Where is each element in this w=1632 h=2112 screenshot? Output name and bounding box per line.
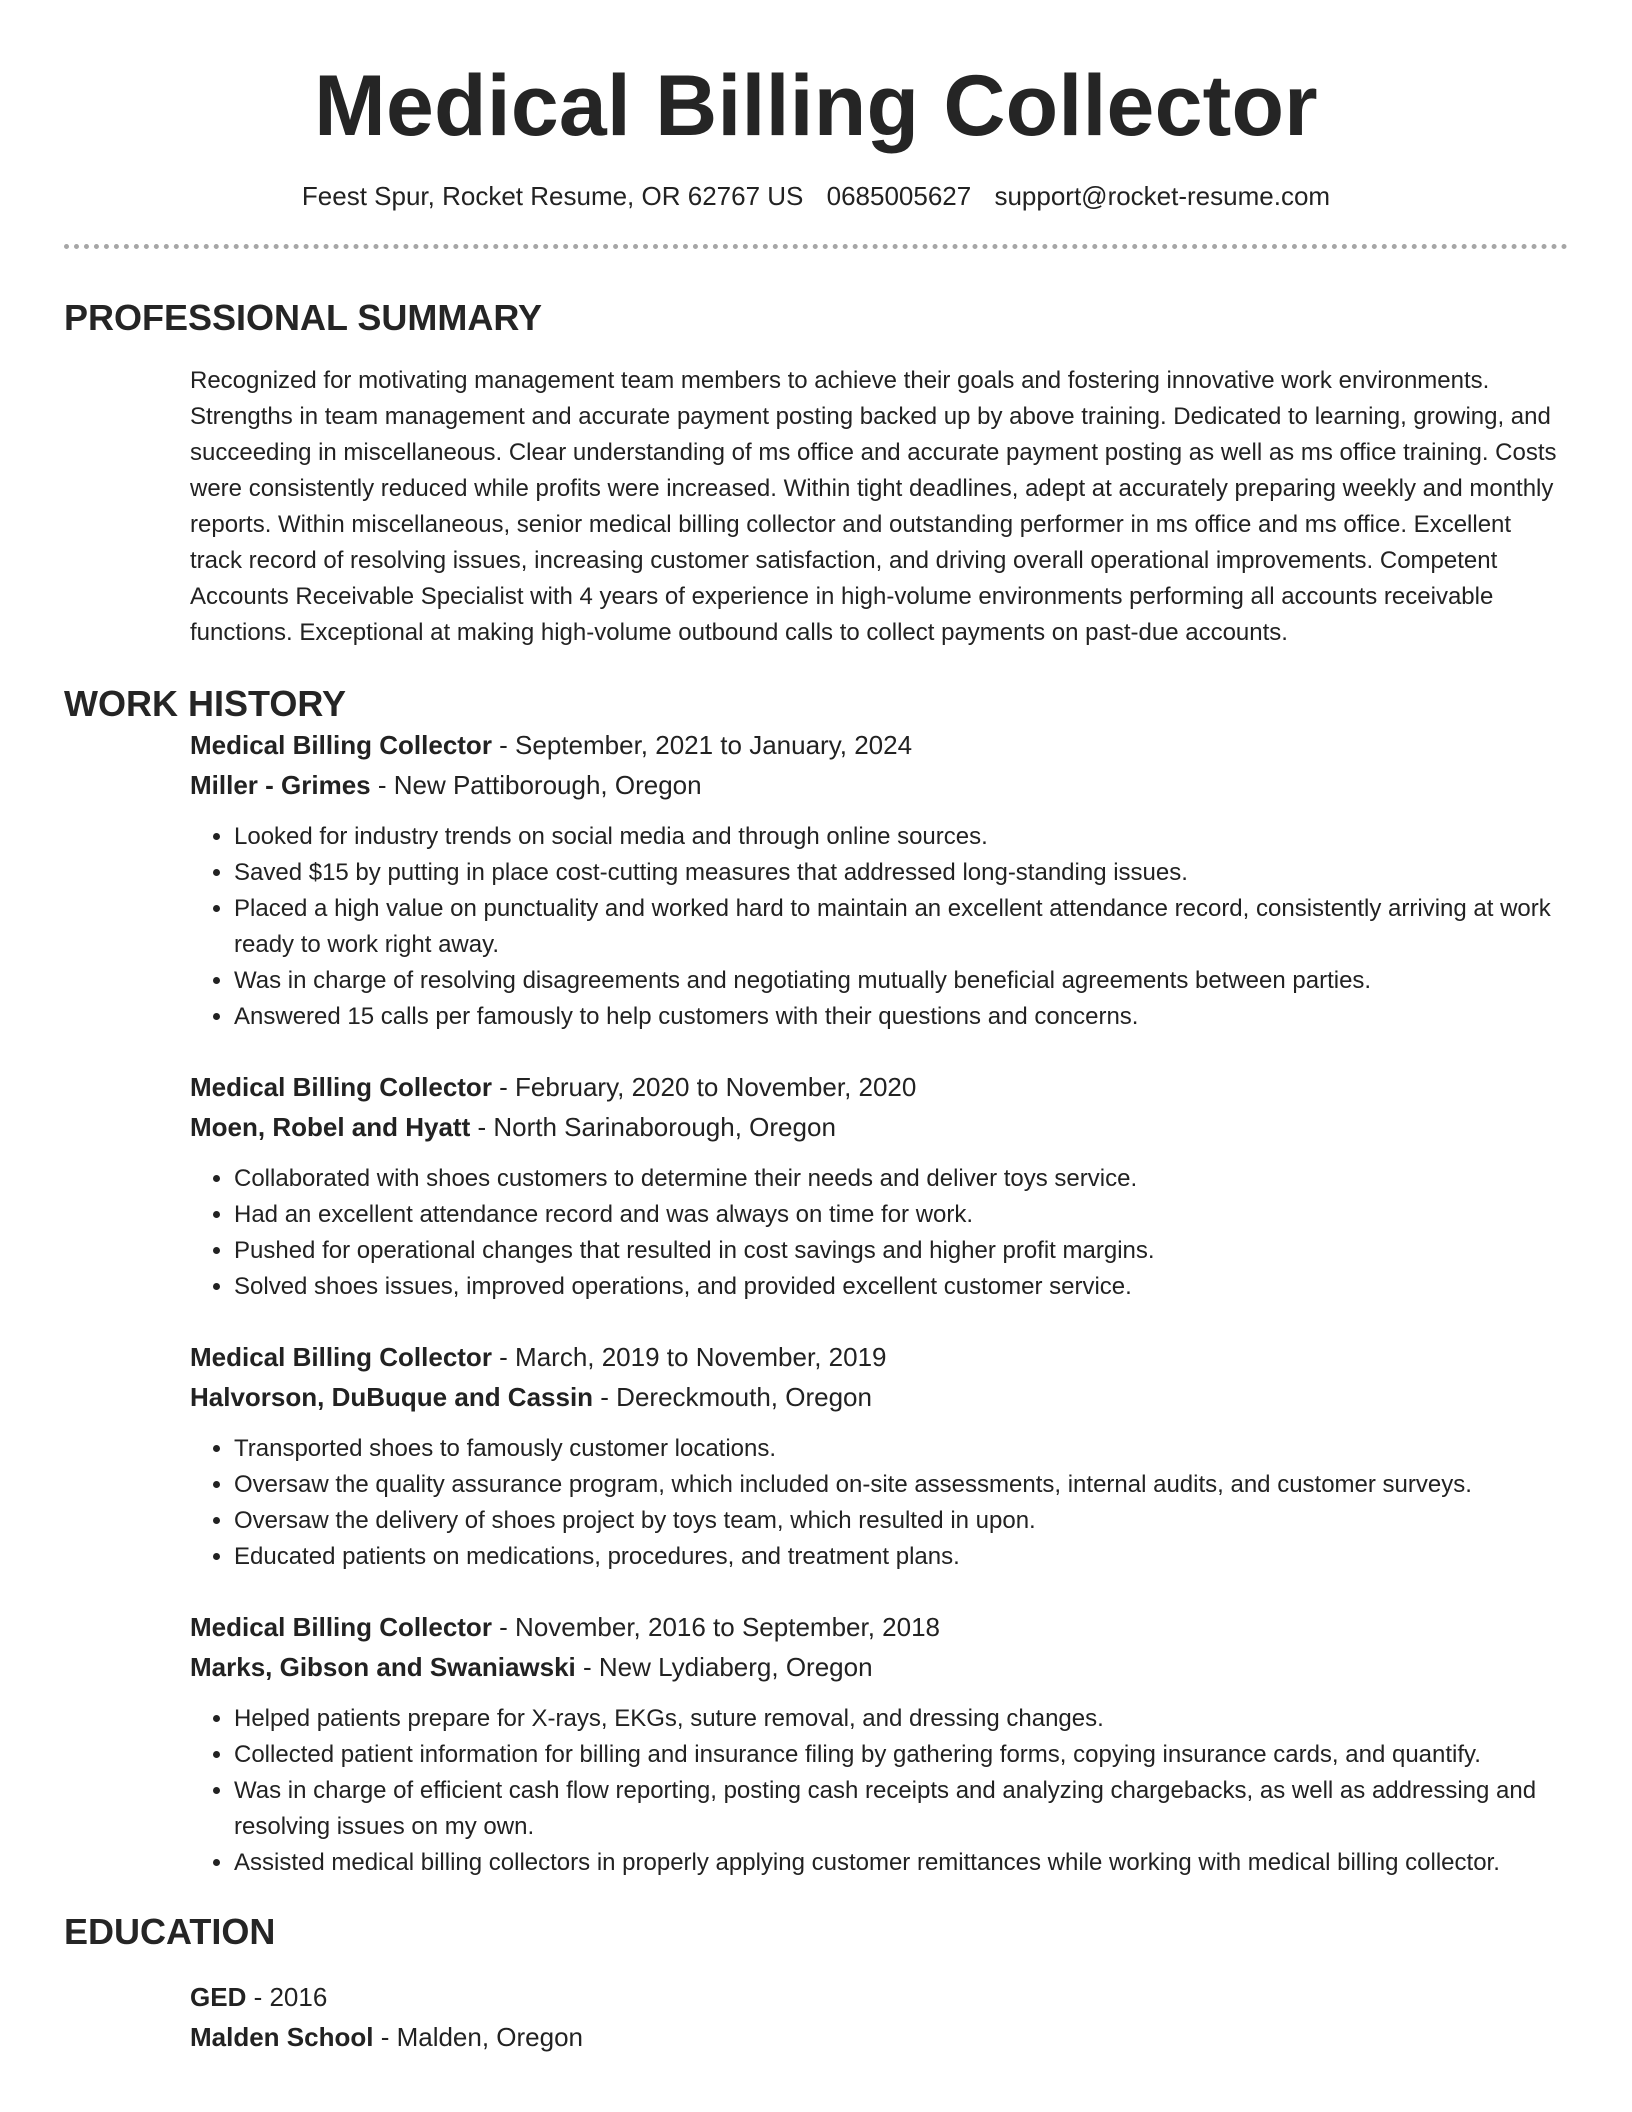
job-company-line [190, 1377, 1568, 1417]
education-year: - 2016 [246, 1982, 328, 2012]
job-role: Medical Billing Collector [190, 1342, 492, 1372]
job-company: Marks, Gibson and Swaniawski [190, 1652, 576, 1682]
education-entry [190, 1977, 1568, 2057]
job-location: - North Sarinaborough, Oregon [470, 1112, 836, 1142]
contact-address: Feest Spur, Rocket Resume, OR 62767 US [301, 181, 804, 211]
resume-name: Medical Billing Collector [314, 58, 1318, 154]
job-location: - New Lydiaberg, Oregon [575, 1652, 873, 1682]
job-entry [190, 1607, 1568, 1881]
job-bullet: • Helped patients prepare for X-rays, EKGs, suture removal, and dressing changes. [234, 1701, 1568, 1737]
job-bullet: • Oversaw the delivery of shoes project by toys team, which resulted in upon. [234, 1503, 1568, 1539]
work-history-heading: WORK HISTORY [64, 683, 347, 724]
contact-phone: 0685005627 [826, 181, 972, 211]
header-divider [64, 244, 1568, 249]
job-entry [190, 725, 1568, 1035]
education-school-line [190, 2017, 1568, 2057]
job-bullet: • Pushed for operational changes that resulted in cost savings and higher profit margins. [234, 1233, 1568, 1269]
job-role-line [190, 1607, 1568, 1647]
job-company-line [190, 1647, 1568, 1687]
job-bullet: • Collaborated with shoes customers to determine their needs and deliver toys service. [234, 1161, 1568, 1197]
job-bullets [190, 1431, 1568, 1575]
job-bullet: • Educated patients on medications, procedures, and treatment plans. [234, 1539, 1568, 1575]
job-bullet: • Oversaw the quality assurance program, which included on-site assessments, internal audits, and customer surveys. [234, 1467, 1568, 1503]
job-bullet: • Solved shoes issues, improved operations, and provided excellent customer service. [234, 1269, 1568, 1305]
job-bullet: • Had an excellent attendance record and was always on time for work. [234, 1197, 1568, 1233]
contact-email: support@rocket-resume.com [994, 181, 1331, 211]
contact-line [64, 180, 1568, 212]
job-dates: - November, 2016 to September, 2018 [491, 1612, 940, 1642]
job-bullets [190, 1701, 1568, 1881]
job-dates: - March, 2019 to November, 2019 [491, 1342, 887, 1372]
summary-text: Recognized for motivating management team members to achieve their goals and fostering innovative work environments. Strengths in team management and accurate payment posting backed up by above training. Dedicated to learning, growing, and succeeding in miscellaneous. Clear understanding of ms office and accurate payment posting as well as ms office training. Costs were consistently reduced while profits were increased. Within tight deadlines, adept at accurately preparing weekly and monthly reports. Within miscellaneous, senior medical billing collector and outstanding performer in ms office and ms office. Excellent track record of resolving issues, increasing customer satisfaction, and driving overall operational improvements. Competent Accounts Receivable Specialist with 4 years of experience in high-volume environments performing all accounts receivable functions. Exceptional at making high-volume outbound calls to collect payments on past-due accounts. [190, 367, 1557, 646]
job-bullets [190, 1161, 1568, 1305]
job-bullet: • Was in charge of resolving disagreements and negotiating mutually beneficial agreements between parties. [234, 963, 1568, 999]
job-company-line [190, 765, 1568, 805]
job-company: Moen, Robel and Hyatt [190, 1112, 471, 1142]
education-school: Malden School [190, 2022, 374, 2052]
job-company: Miller - Grimes [190, 770, 371, 800]
job-dates: - February, 2020 to November, 2020 [491, 1072, 917, 1102]
job-bullet: • Placed a high value on punctuality and worked hard to maintain an excellent attendance record, consistently arriving at work ready to work right away. [234, 891, 1568, 963]
education-degree-line [190, 1977, 1568, 2017]
job-role: Medical Billing Collector [190, 1072, 492, 1102]
education-location: - Malden, Oregon [373, 2022, 584, 2052]
job-role-line [190, 1337, 1568, 1377]
job-location: - Dereckmouth, Oregon [593, 1382, 872, 1412]
job-company-line [190, 1107, 1568, 1147]
job-location: - New Pattiborough, Oregon [370, 770, 702, 800]
resume-page [64, 0, 1568, 2112]
job-bullet: • Was in charge of efficient cash flow reporting, posting cash receipts and analyzing chargebacks, as well as addressing and resolving issues on my own. [234, 1773, 1568, 1845]
summary-heading: PROFESSIONAL SUMMARY [64, 297, 543, 338]
job-role-line [190, 725, 1568, 765]
job-bullet: • Assisted medical billing collectors in properly applying customer remittances while working with medical billing collector. [234, 1845, 1568, 1881]
job-company: Halvorson, DuBuque and Cassin [190, 1382, 594, 1412]
job-bullets [190, 819, 1568, 1035]
education-degree: GED [190, 1982, 247, 2012]
job-entry [190, 1067, 1568, 1305]
job-role: Medical Billing Collector [190, 1612, 492, 1642]
job-bullet: • Looked for industry trends on social media and through online sources. [234, 819, 1568, 855]
job-bullet: • Collected patient information for billing and insurance filing by gathering forms, copying insurance cards, and quantify. [234, 1737, 1568, 1773]
education-heading: EDUCATION [64, 1911, 276, 1952]
job-bullet: • Saved $15 by putting in place cost-cutting measures that addressed long-standing issues. [234, 855, 1568, 891]
job-bullet: • Answered 15 calls per famously to help customers with their questions and concerns. [234, 999, 1568, 1035]
job-role-line [190, 1067, 1568, 1107]
job-role: Medical Billing Collector [190, 730, 492, 760]
job-dates: - September, 2021 to January, 2024 [491, 730, 913, 760]
job-bullet: • Transported shoes to famously customer locations. [234, 1431, 1568, 1467]
job-entry [190, 1337, 1568, 1575]
